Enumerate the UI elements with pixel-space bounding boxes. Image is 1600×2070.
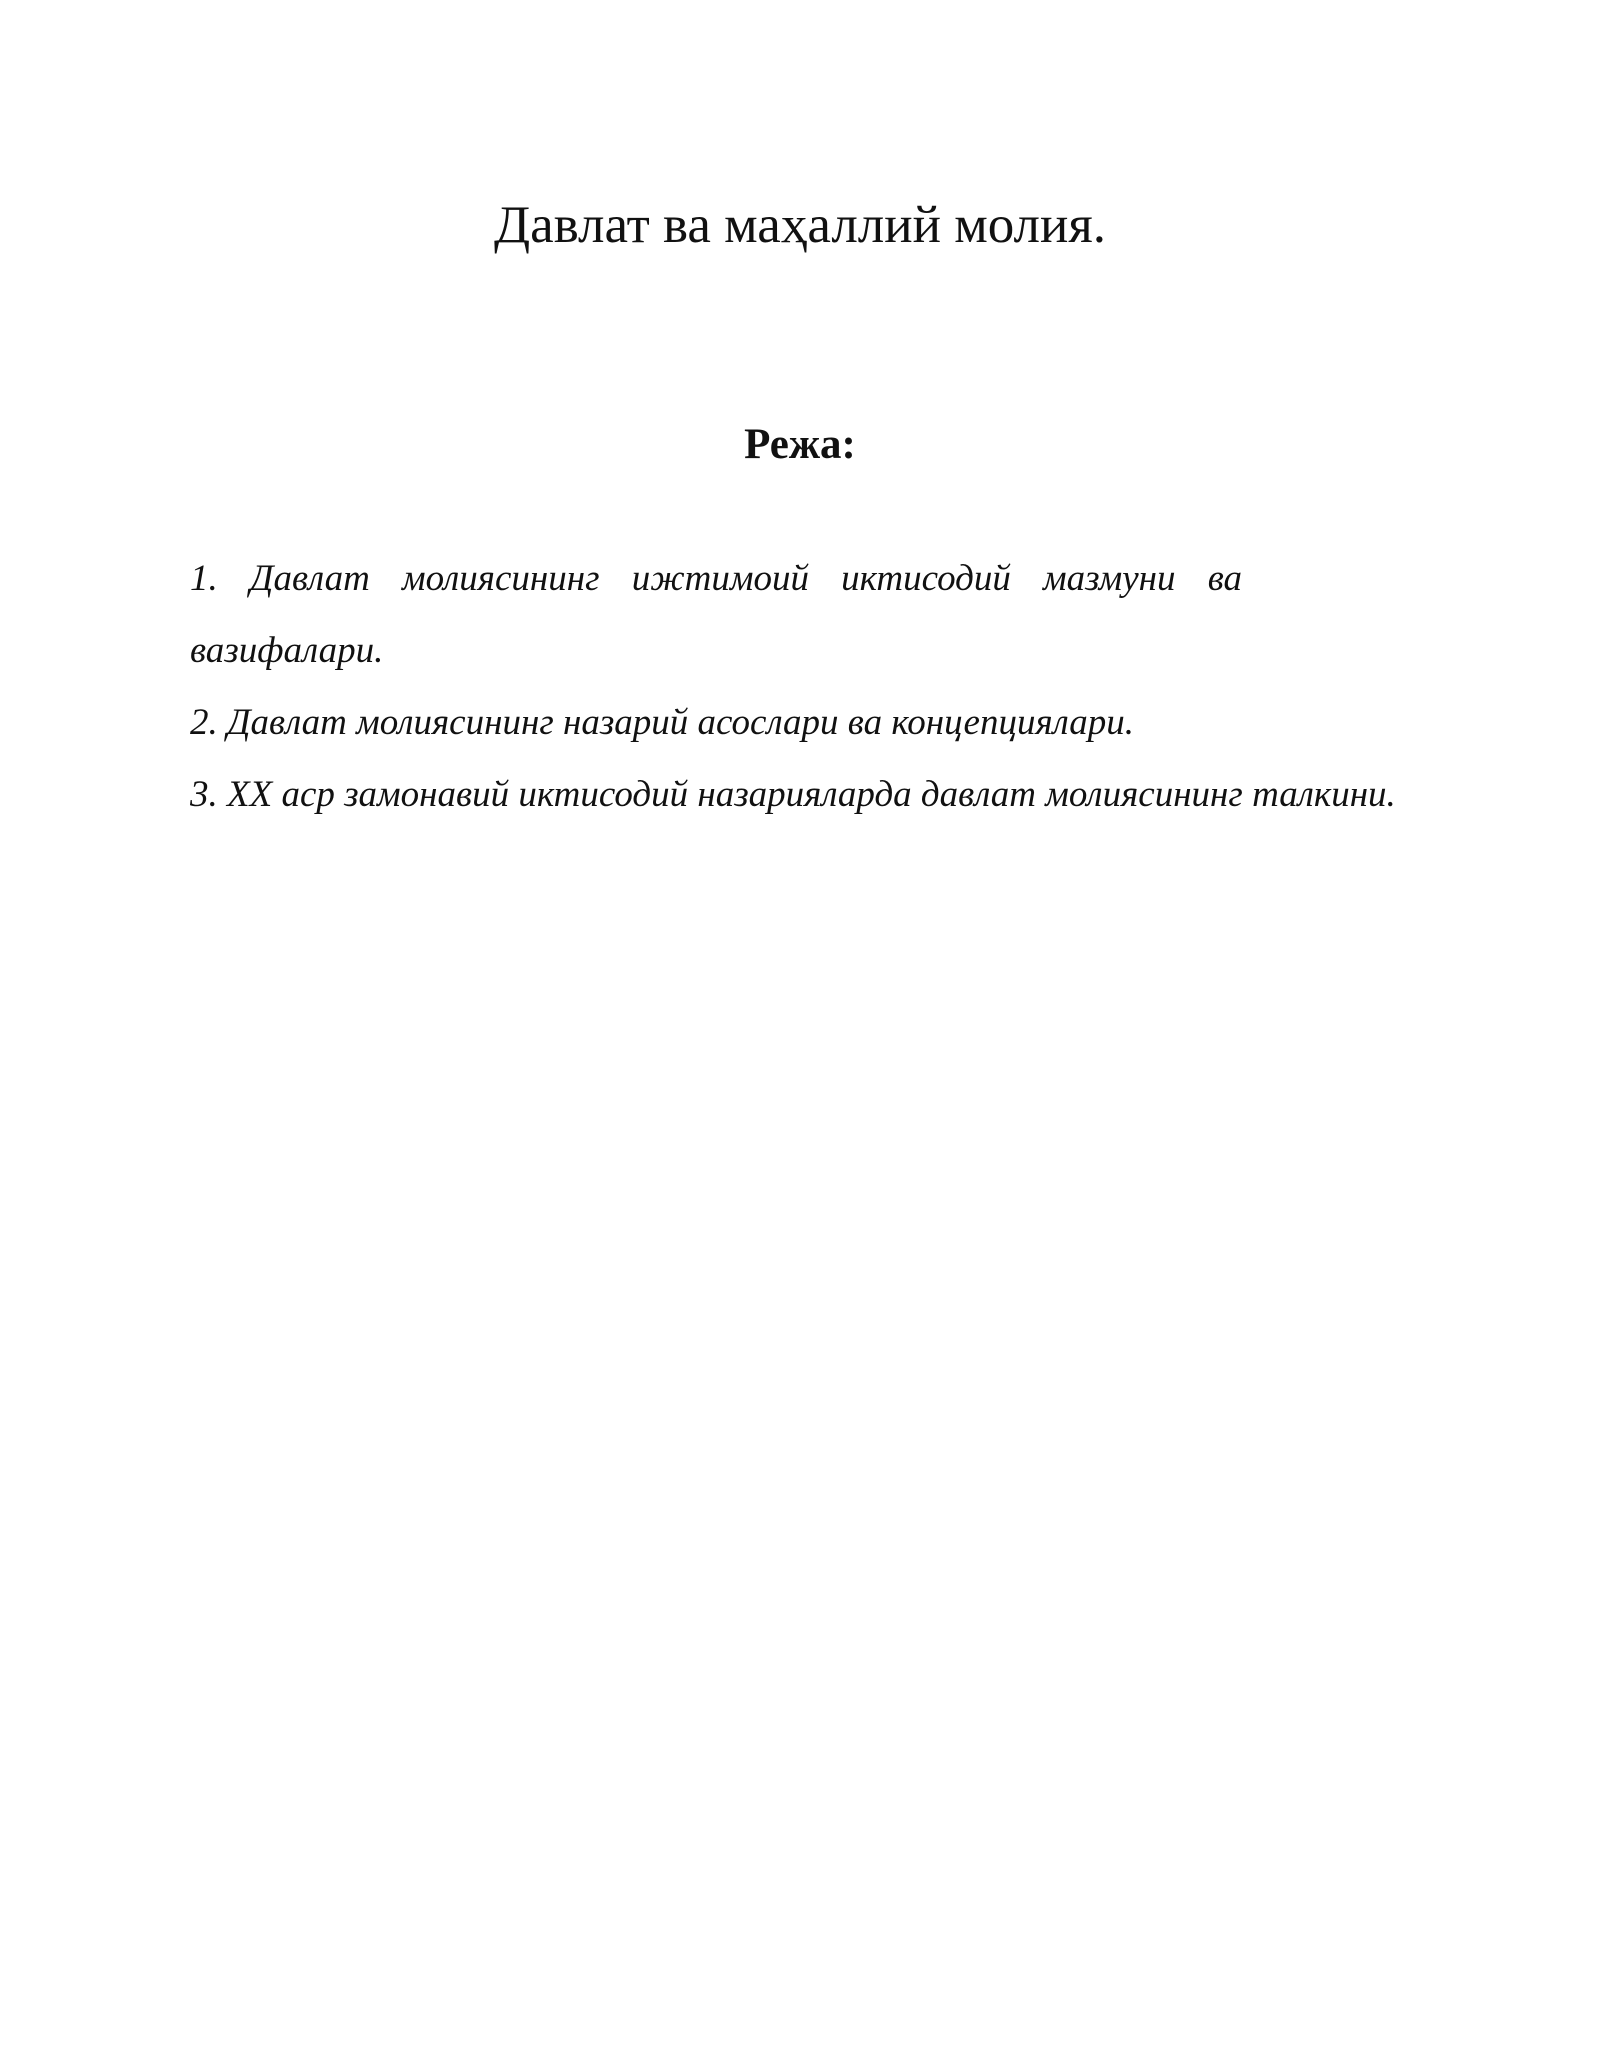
document-title: Давлат ва маҳаллий молия. <box>494 196 1106 254</box>
plan-item: 1. Давлат молиясининг ижтимоий иктисодий мазмуни ва вазифалари. <box>190 558 1242 671</box>
plan-list <box>190 543 1412 831</box>
plan-heading: Режа: <box>744 421 856 468</box>
plan-item: 2. Давлат молиясининг назарий асослари ва концепциялари. <box>190 702 1134 743</box>
plan-item: 3. XX аср замонавий иктисодий назарияларда давлат молиясининг талкини. <box>190 774 1396 815</box>
